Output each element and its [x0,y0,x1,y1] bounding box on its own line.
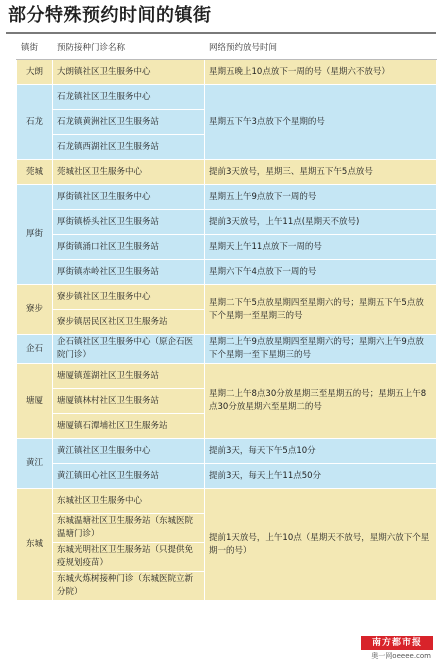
table-row [17,464,437,489]
table-row [17,185,437,210]
town-cell: 塘厦 [17,364,53,439]
town-cell: 石龙 [17,85,53,160]
booking-time-cell: 星期六下午4点放下一周的号 [205,260,437,285]
town-cell: 莞城 [17,160,53,185]
table-row [17,160,437,185]
newspaper-logo-sub: 奥一网oeeee.com [371,652,431,660]
town-cell: 东城 [17,489,53,601]
town-cell: 寮步 [17,285,53,335]
clinic-cell: 石龙镇西湖社区卫生服务站 [53,135,205,160]
clinic-cell: 石龙镇黄洲社区卫生服务站 [53,110,205,135]
table-row [17,85,437,110]
booking-time-cell: 星期二下午5点放星期四至星期六的号；星期五下午5点放下个星期一至星期三的号 [205,285,437,335]
town-cell: 企石 [17,335,53,364]
clinic-cell: 莞城社区卫生服务中心 [53,160,205,185]
clinic-cell: 塘厦镇石潭埔社区卫生服务站 [53,414,205,439]
header-town: 镇街 [17,37,53,60]
clinic-cell: 厚街镇社区卫生服务中心 [53,185,205,210]
table-row [17,260,437,285]
clinic-cell: 厚街镇涌口社区卫生服务站 [53,235,205,260]
clinic-cell: 寮步镇居民区社区卫生服务站 [53,310,205,335]
table-row [17,489,437,514]
header-clinic: 预防接种门诊名称 [53,37,205,60]
table-row [17,60,437,85]
town-cell: 厚街 [17,185,53,285]
table-row [17,210,437,235]
table-row [17,364,437,389]
table-row [17,235,437,260]
town-cell: 大朗 [17,60,53,85]
booking-time-cell: 星期五晚上10点放下一周的号（星期六不放号） [205,60,437,85]
table-row [17,439,437,464]
schedule-table [16,36,437,601]
page-title: 部分特殊预约时间的镇街 [8,5,212,26]
clinic-cell: 黄江镇社区卫生服务中心 [53,439,205,464]
title-divider [6,32,436,34]
clinic-cell: 东城社区卫生服务中心 [53,489,205,514]
booking-time-cell: 提前3天放号，上午11点(星期天不放号) [205,210,437,235]
clinic-cell: 塘厦镇林村社区卫生服务站 [53,389,205,414]
clinic-cell: 厚街镇赤岭社区卫生服务站 [53,260,205,285]
clinic-cell: 东城温塘社区卫生服务站（东城医院温塘门诊） [53,514,205,543]
clinic-cell: 企石镇社区卫生服务中心（原企石医院门诊） [53,335,205,364]
clinic-cell: 东城火炼树接种门诊（东城医院立新分院） [53,572,205,601]
booking-time-cell: 提前1天放号，上午10点（星期天不放号，星期六放下个星期一的号） [205,489,437,601]
clinic-cell: 厚街镇桥头社区卫生服务站 [53,210,205,235]
table-row [17,285,437,310]
booking-time-cell: 提前3天放号，星期三、星期五下午5点放号 [205,160,437,185]
clinic-cell: 石龙镇社区卫生服务中心 [53,85,205,110]
table-header-row [17,37,437,60]
town-cell: 黄江 [17,439,53,489]
table-body [17,60,437,601]
clinic-cell: 塘厦镇莲湖社区卫生服务站 [53,364,205,389]
newspaper-logo: 南方都市报 [361,636,433,650]
clinic-cell: 寮步镇社区卫生服务中心 [53,285,205,310]
booking-time-cell: 星期五下午3点放下个星期的号 [205,85,437,160]
table-row [17,335,437,364]
booking-time-cell: 星期五上午9点放下一周的号 [205,185,437,210]
clinic-cell: 东城光明社区卫生服务站（只提供免疫规划疫苗） [53,543,205,572]
booking-time-cell: 提前3天，每天上午11点50分 [205,464,437,489]
clinic-cell: 大朗镇社区卫生服务中心 [53,60,205,85]
booking-time-cell: 提前3天，每天下午5点10分 [205,439,437,464]
booking-time-cell: 星期天上午11点放下一周的号 [205,235,437,260]
header-time: 网络预约放号时间 [205,37,437,60]
booking-time-cell: 星期二上午9点放星期四至星期六的号；星期六上午9点放下个星期一至下星期三的号 [205,335,437,364]
clinic-cell: 黄江镇田心社区卫生服务站 [53,464,205,489]
booking-time-cell: 星期二上午8点30分放星期三至星期五的号；星期五上午8点30分放星期六至星期二的号 [205,364,437,439]
